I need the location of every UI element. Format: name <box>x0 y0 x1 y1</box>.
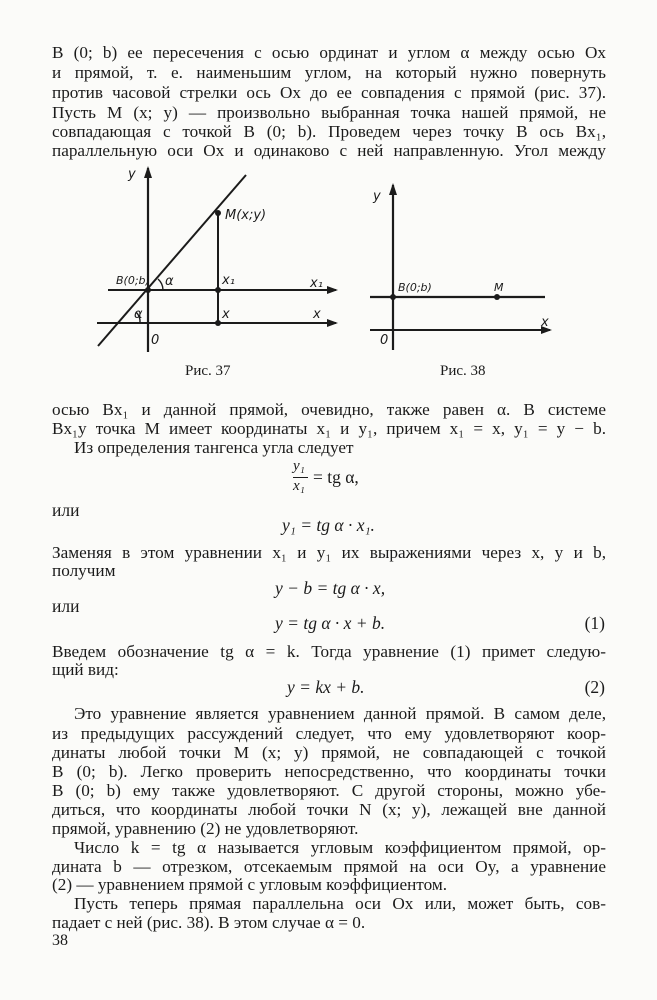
fig37-point-m <box>215 210 221 216</box>
equation-2: y = kx + b. <box>287 677 365 697</box>
text-line: диться, что координаты любой точки N (x; y), лежащей вне данной <box>52 800 606 819</box>
text-line: дината b — отрезком, отсекаемым прямой на оси Oy, а уравнение <box>52 857 606 876</box>
text-line: Пусть теперь прямая параллельна оси Ox или, может быть, сов- <box>74 894 606 913</box>
text-line: осью Bx₁ и данной прямой, очевидно, также равен α. В системе <box>52 400 606 419</box>
fig37-label-x1-tick: x₁ <box>222 273 235 288</box>
text-line: падает с ней (рис. 38). В этом случае α = 0. <box>52 913 366 932</box>
figure-37-caption: Рис. 37 <box>185 363 231 379</box>
text-line: B (0; b) ее пересечения с осью ординат и углом α между осью Ox <box>52 43 606 62</box>
fig37-angle-arc-top <box>158 279 163 290</box>
fig37-label-x: x <box>313 307 321 322</box>
text-line: Введем обозначение tg α = k. Тогда уравнение (1) примет следую- <box>52 642 606 661</box>
word-or: или <box>52 500 80 520</box>
fig37-point-x1 <box>215 287 221 293</box>
text-line: щий вид: <box>52 660 119 679</box>
text-line: прямой, уравнению (2) не удовлетворяют. <box>52 819 359 838</box>
fig37-label-alpha-top: α <box>165 274 174 289</box>
text-line: (2) — уравнением прямой с угловым коэффициентом. <box>52 875 448 894</box>
figure-38 <box>370 183 552 350</box>
text-line: против часовой стрелки ось Ox до ее совпадения с прямой (рис. 37). <box>52 83 606 102</box>
fig37-point-x <box>215 320 221 326</box>
word-or: или <box>52 596 80 616</box>
fig37-label-alpha-bottom: α <box>134 307 143 322</box>
fig37-point-b <box>145 287 151 293</box>
text-line: Пусть M (x; y) — произвольно выбранная точка нашей прямой, не <box>52 103 606 122</box>
text-line: Это уравнение является уравнением данной прямой. В самом деле, <box>74 704 606 723</box>
text-line: параллельную оси Ox и одинаково с ней направленную. Угол между <box>52 141 606 160</box>
equation-y1: y₁ = tg α · x₁. <box>282 515 375 535</box>
fig37-x-arrow <box>327 319 338 327</box>
equation-2-number: (2) <box>584 677 605 697</box>
equation-fraction <box>293 458 371 498</box>
fig37-label-b: B(0;b) <box>116 274 150 287</box>
text-line: Bx₁y точка M имеет координаты x₁ и y₁, причем x₁ = x, y₁ = y − b. <box>52 419 606 438</box>
fig38-label-y: y <box>373 189 381 204</box>
text-line: B (0; b) ему также удовлетворяют. С другой стороны, можно убе- <box>52 781 606 800</box>
fig38-label-b: B(0;b) <box>398 281 432 294</box>
text-line: Число k = tg α называется угловым коэффициентом прямой, ор- <box>74 838 606 857</box>
text-line: из предыдущих рассуждений следует, что ему удовлетворяют коор- <box>52 724 606 743</box>
figure-38-caption: Рис. 38 <box>440 363 486 379</box>
fig38-label-m: M <box>494 281 504 294</box>
text-line: Из определения тангенса угла следует <box>74 438 354 457</box>
fraction-denominator: x₁ <box>293 478 305 494</box>
equation-1: y = tg α · x + b. <box>275 613 386 633</box>
text-line: B (0; b). Легко проверить непосредственно, что координаты точки <box>52 762 606 781</box>
figure-37 <box>97 166 338 352</box>
equation-y-minus-b: y − b = tg α · x, <box>275 578 386 598</box>
text-line: совпадающая с точкой B (0; b). Проведем через точку B ось Bx₁, <box>52 122 606 141</box>
text-line: получим <box>52 561 116 580</box>
fig37-label-x-tick: x <box>222 307 230 322</box>
fraction-numerator: y₁ <box>293 458 305 474</box>
fig37-label-origin: 0 <box>151 333 160 348</box>
page-number: 38 <box>52 932 68 949</box>
fig38-point-b <box>390 294 396 300</box>
fig37-label-x1-axis: x₁ <box>310 276 323 291</box>
text-line: динаты любой точки M (x; y) прямой, не совпадающей с точкой <box>52 743 606 762</box>
fig38-label-origin: 0 <box>380 333 389 348</box>
fig37-label-y: y <box>128 167 136 182</box>
fig37-y-arrow <box>144 166 152 178</box>
fig38-y-arrow <box>389 183 397 195</box>
fig38-point-m <box>494 294 500 300</box>
text-line: Заменяя в этом уравнении x₁ и y₁ их выражениями через x, y и b, <box>52 543 606 562</box>
fig38-label-x: x <box>541 315 549 330</box>
equation-1-number: (1) <box>584 613 605 633</box>
fraction-rhs: = tg α, <box>313 467 359 487</box>
text-line: и прямой, т. е. наименьшим углом, на который нужно повернуть <box>52 63 606 82</box>
fig37-x1-arrow <box>327 286 338 294</box>
fig37-label-m: M(x;y) <box>225 208 267 223</box>
